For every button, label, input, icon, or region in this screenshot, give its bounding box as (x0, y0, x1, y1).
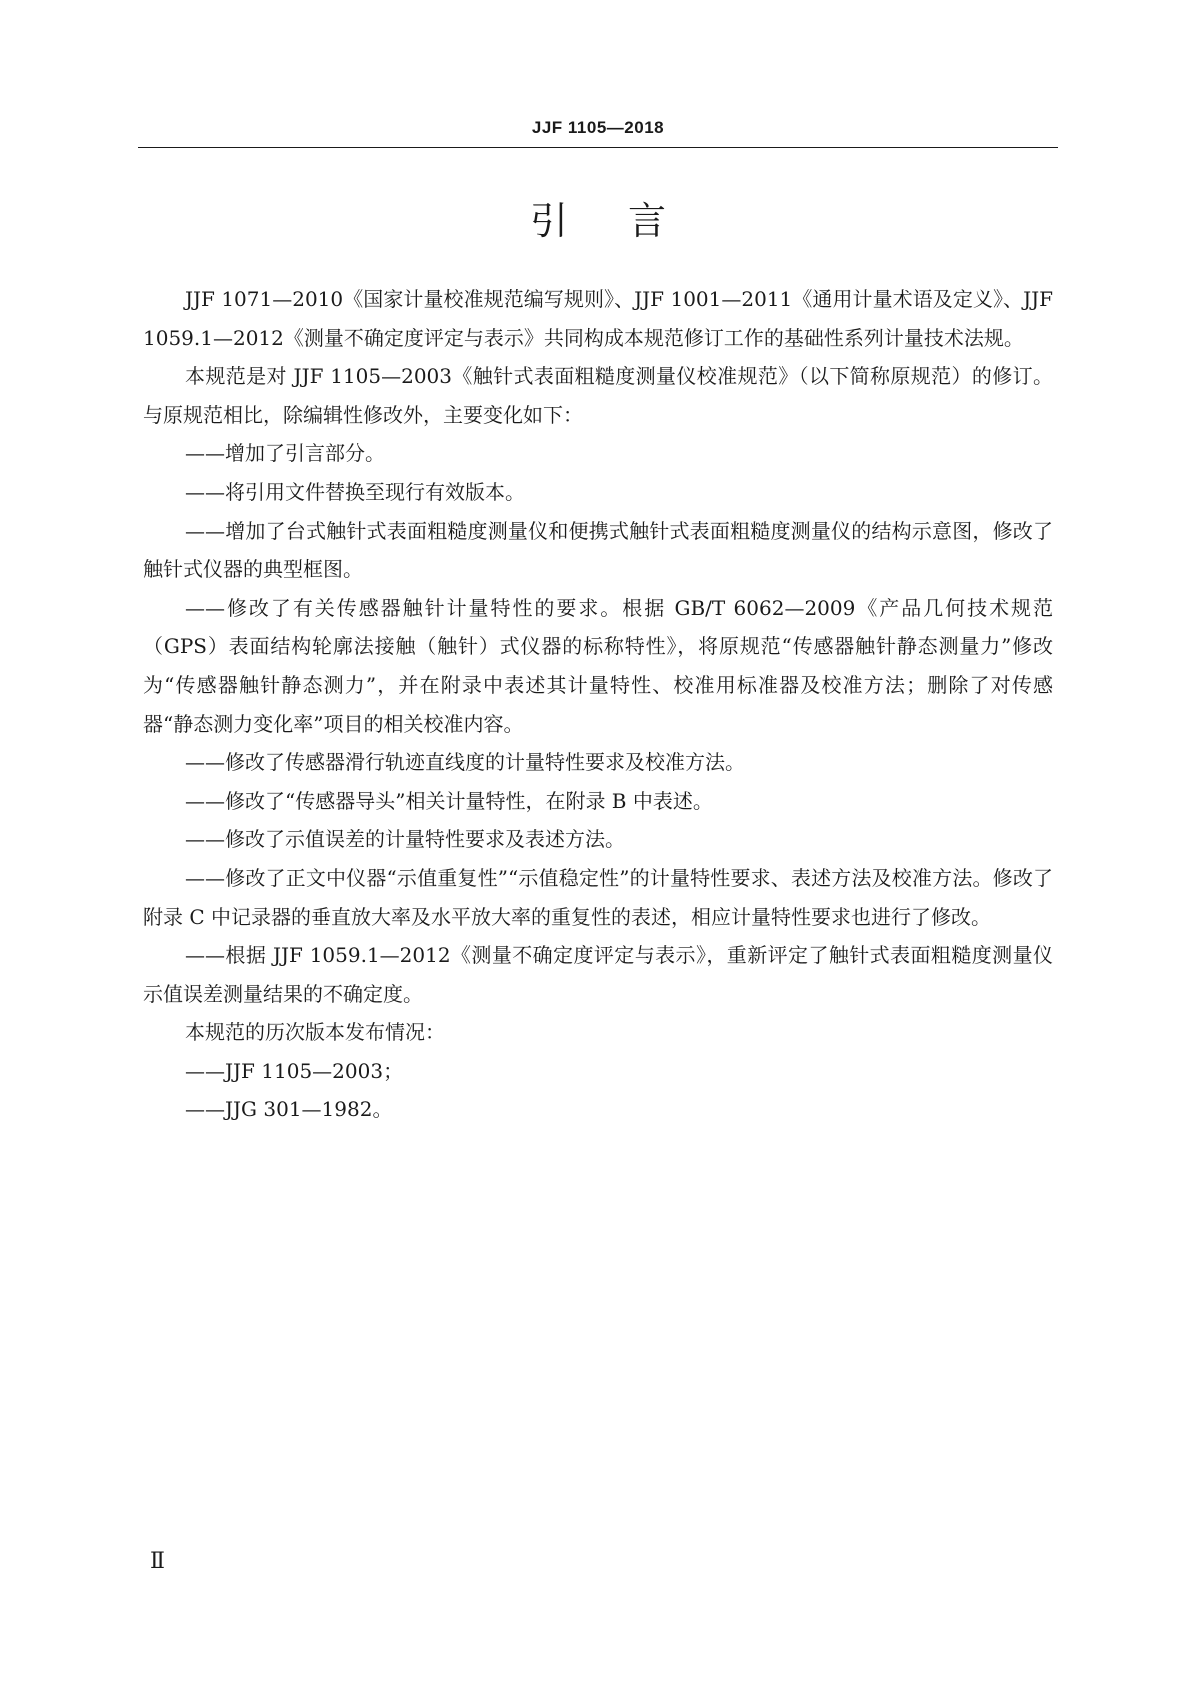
introduction-body (143, 280, 1053, 1129)
list-item: ——增加了台式触针式表面粗糙度测量仪和便携式触针式表面粗糙度测量仪的结构示意图，修改了触针式仪器的典型框图。 (143, 518, 1053, 582)
version-item: ——JJF 1105—2003； (185, 1058, 404, 1083)
version-item: ——JJG 301—1982。 (185, 1097, 393, 1122)
list-item: ——修改了“传感器导头”相关计量特性，在附录 B 中表述。 (185, 788, 713, 813)
page-number: Ⅱ (150, 1548, 165, 1573)
list-item: ——修改了示值误差的计量特性要求及表述方法。 (185, 827, 625, 852)
list-item: ——修改了传感器滑行轨迹直线度的计量特性要求及校准方法。 (185, 750, 745, 775)
paragraph: JJF 1071—2010《国家计量校准规范编写规则》、JJF 1001—2011《通用计量术语及定义》、JJF 1059.1—2012《测量不确定度评定与表示》共同构成本规范修订工作的基础性系列计量技术法规。 (143, 287, 1053, 350)
list-item: ——根据 JJF 1059.1—2012《测量不确定度评定与表示》，重新评定了触针式表面粗糙度测量仪示值误差测量结果的不确定度。 (143, 943, 1053, 1006)
list-item: ——将引用文件替换至现行有效版本。 (185, 479, 525, 504)
paragraph: 本规范是对 JJF 1105—2003《触针式表面粗糙度测量仪校准规范》（以下简称原规范）的修订。与原规范相比，除编辑性修改外，主要变化如下： (143, 364, 1053, 427)
list-item: ——修改了有关传感器触针计量特性的要求。根据 GB/T 6062—2009《产品几何技术规范（GPS）表面结构轮廓法接触（触针）式仪器的标称特性》，将原规范“传感器触针静态测量力”修改为“传感器触针静态测力”，并在附录中表述其计量特性、校准用标准器及校准方法；删除了对传感器“静态测力变化率”项目的相关校准内容。 (143, 595, 1053, 736)
section-title: 引言 (529, 199, 726, 243)
header-divider (138, 147, 1058, 148)
list-item: ——修改了正文中仪器“示值重复性”“示值稳定性”的计量特性要求、表述方法及校准方法。修改了附录 C 中记录器的垂直放大率及水平放大率的重复性的表述，相应计量特性要求也进行了修改。 (143, 865, 1053, 929)
document-code-header: JJF 1105—2018 (531, 118, 665, 137)
paragraph: 本规范的历次版本发布情况： (185, 1020, 445, 1045)
list-item: ——增加了引言部分。 (185, 441, 385, 466)
